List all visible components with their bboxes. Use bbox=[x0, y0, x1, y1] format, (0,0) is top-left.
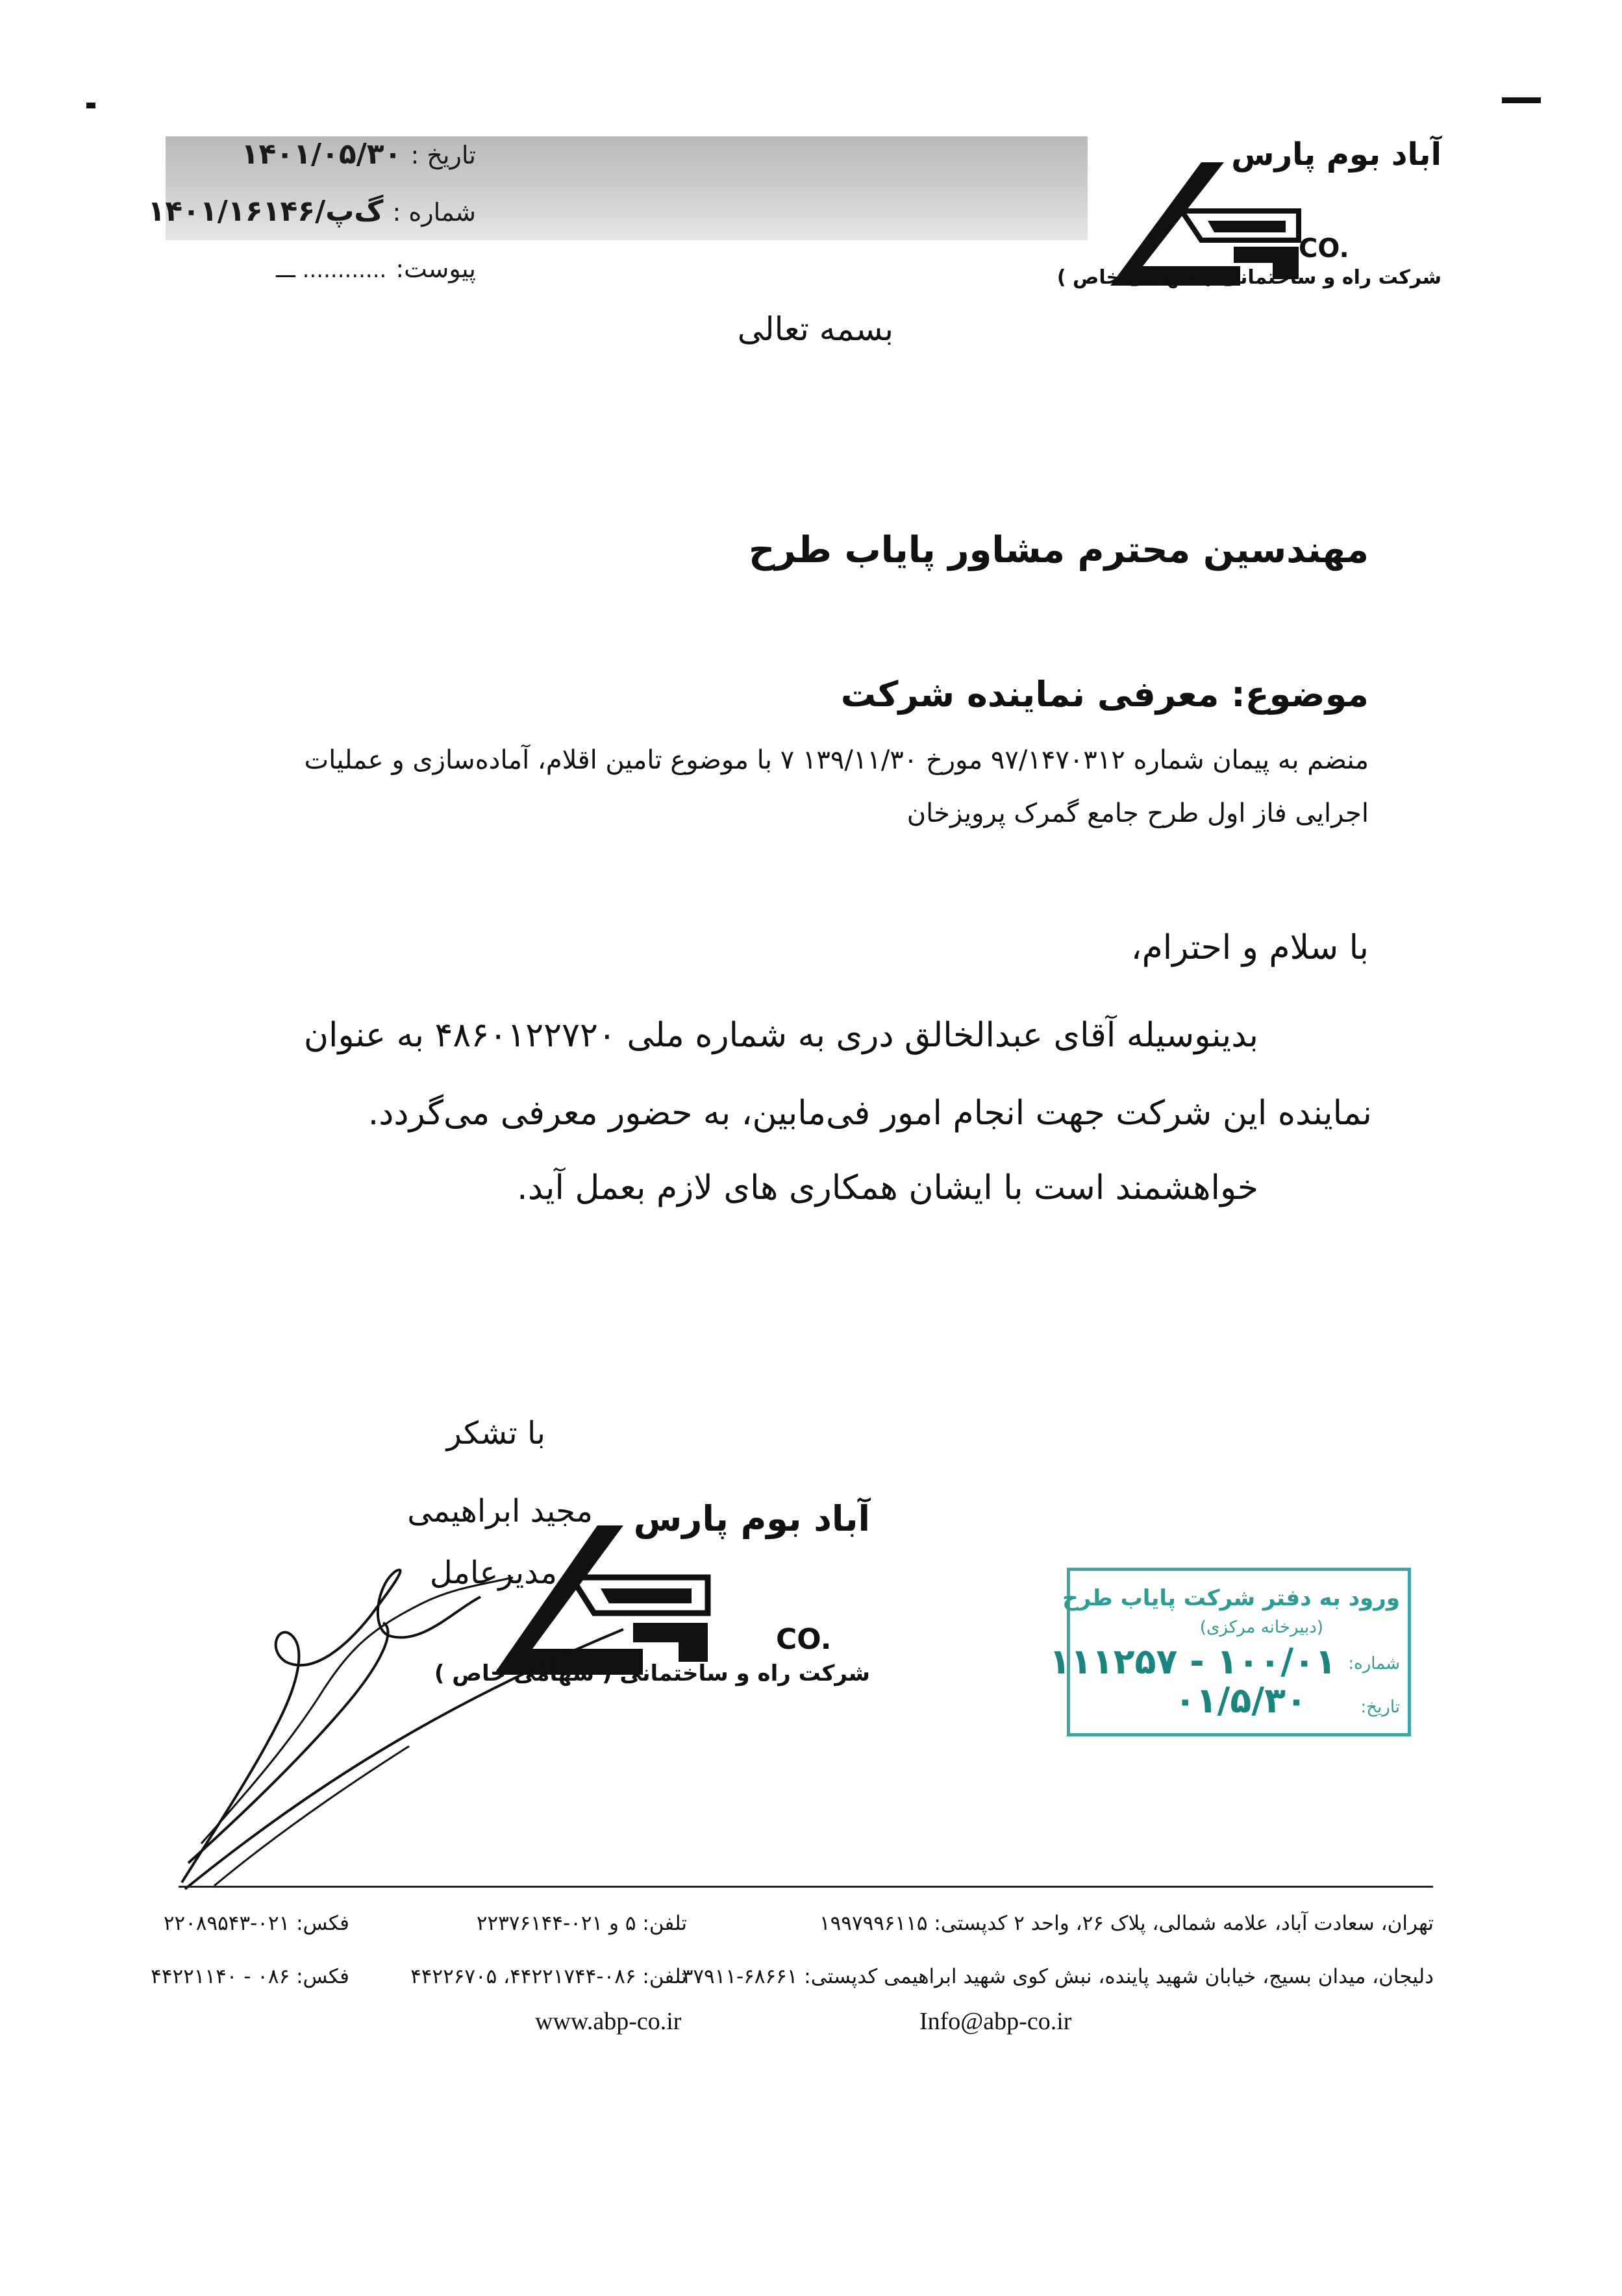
body-line-1: بدینوسیله آقای عبدالخالق دری به شماره ملی ۴۸۶۰۱۲۲۷۲۰ به عنوان bbox=[303, 1016, 1258, 1055]
handwritten-signature bbox=[175, 1558, 630, 1895]
stamp-date-value: ۰۱/۵/۳۰ bbox=[1174, 1680, 1307, 1721]
number-label: شماره : bbox=[392, 198, 476, 227]
subject-detail-line2: اجرایی فاز اول طرح جامع گمرک پرویزخان bbox=[906, 798, 1369, 828]
footer-email-link[interactable]: Info@abp-co.ir bbox=[919, 2008, 1072, 2035]
seal-name: آباد بوم پارس bbox=[633, 1498, 870, 1539]
logo-company: شرکت راه و ساختمانی ( سهامی خاص ) bbox=[1056, 266, 1441, 289]
body-line-2: نماینده این شرکت جهت انجام امور فی‌مابین، به حضور معرفی می‌گردد. bbox=[368, 1094, 1372, 1133]
subject: موضوع: معرفی نماینده شرکت bbox=[840, 674, 1369, 715]
footer-website-link[interactable]: www.abp-co.ir bbox=[535, 2008, 682, 2035]
seal-co: CO. bbox=[776, 1623, 832, 1656]
signature-title: مدیرعامل bbox=[429, 1555, 557, 1591]
footer-tehran-address: تهران، سعادت آباد، علامه شمالی، پلاک ۲۶، واحد ۲ کدپستی: ۱۹۹۷۹۹۶۱۱۵ bbox=[819, 1912, 1434, 1935]
seal-company: شرکت راه و ساختمانی ( سهامی خاص ) bbox=[434, 1660, 870, 1686]
date-value: ۱۴۰۱/۰۵/۳۰ bbox=[241, 138, 402, 171]
stamp-line-1: ورود به دفتر شرکت پایاب طرح bbox=[1062, 1585, 1400, 1611]
date-row bbox=[242, 138, 476, 171]
footer-dolijan-address: دلیجان، میدان بسیج، خیابان شهید پاینده، نبش کوی شهید ابراهیمی کدپستی: ۶۸۶۶۱-۳۷۹۱۱ bbox=[682, 1965, 1434, 1988]
attachment-value: ............ ـــ bbox=[275, 257, 387, 283]
stamp-number-value: ۱۰۰/۰۱ - ۱۱۱۲۵۷ bbox=[1049, 1641, 1336, 1682]
basmala: بسمه تعالی bbox=[737, 310, 893, 348]
number-value: ۱۴۰۱/۱۶۱۴۶/گ‌پ bbox=[147, 195, 384, 228]
footer-dolijan-phone: تلفن: ۰۸۶-۴۴۲۲۱۷۴۴، ۴۴۲۲۶۷۰۵ bbox=[410, 1965, 687, 1988]
subject-detail-line1: منضم به پیمان شماره ۹۷/۱۴۷۰۳۱۲ مورخ ۱۳۹/۱۱/۳۰ ۷ با موضوع تامین اقلام، آماده‌سازی و عملیات bbox=[304, 745, 1369, 775]
scan-mark-left bbox=[86, 103, 95, 108]
body-line-3: خواهشمند است با ایشان همکاری های لازم بعمل آید. bbox=[517, 1168, 1258, 1207]
footer-tehran-fax: فکس: ۰۲۱-۲۲۰۸۹۵۴۳ bbox=[163, 1912, 349, 1935]
attachment-row bbox=[276, 254, 476, 283]
greeting: با سلام و احترام، bbox=[1130, 928, 1369, 967]
stamp-date-label: تاریخ: bbox=[1360, 1697, 1400, 1717]
scan-mark-right bbox=[1502, 97, 1541, 103]
logo-co: CO. bbox=[1299, 234, 1349, 264]
signature-thanks: با تشکر bbox=[446, 1415, 545, 1451]
logo-name: آباد بوم پارس bbox=[1231, 136, 1441, 173]
date-label: تاریخ : bbox=[410, 141, 476, 169]
recipient: مهندسین محترم مشاور پایاب طرح bbox=[749, 529, 1369, 571]
company-logo bbox=[1056, 136, 1441, 292]
stamp-number-label: شماره: bbox=[1348, 1654, 1400, 1673]
signature-name: مجید ابراهیمی bbox=[407, 1493, 593, 1529]
footer-divider bbox=[179, 1886, 1433, 1888]
number-row bbox=[147, 195, 476, 228]
attachment-label: پیوست: bbox=[395, 254, 476, 283]
stamp-line-2: (دبیرخانه مرکزی) bbox=[1199, 1618, 1323, 1637]
footer-tehran-phone: تلفن: ۵ و ۰۲۱-۲۲۳۷۶۱۴۴ bbox=[476, 1912, 687, 1935]
footer-dolijan-fax: فکس: ۰۸۶ - ۴۴۲۲۱۱۴۰ bbox=[151, 1965, 349, 1988]
received-stamp bbox=[1049, 1568, 1411, 1736]
